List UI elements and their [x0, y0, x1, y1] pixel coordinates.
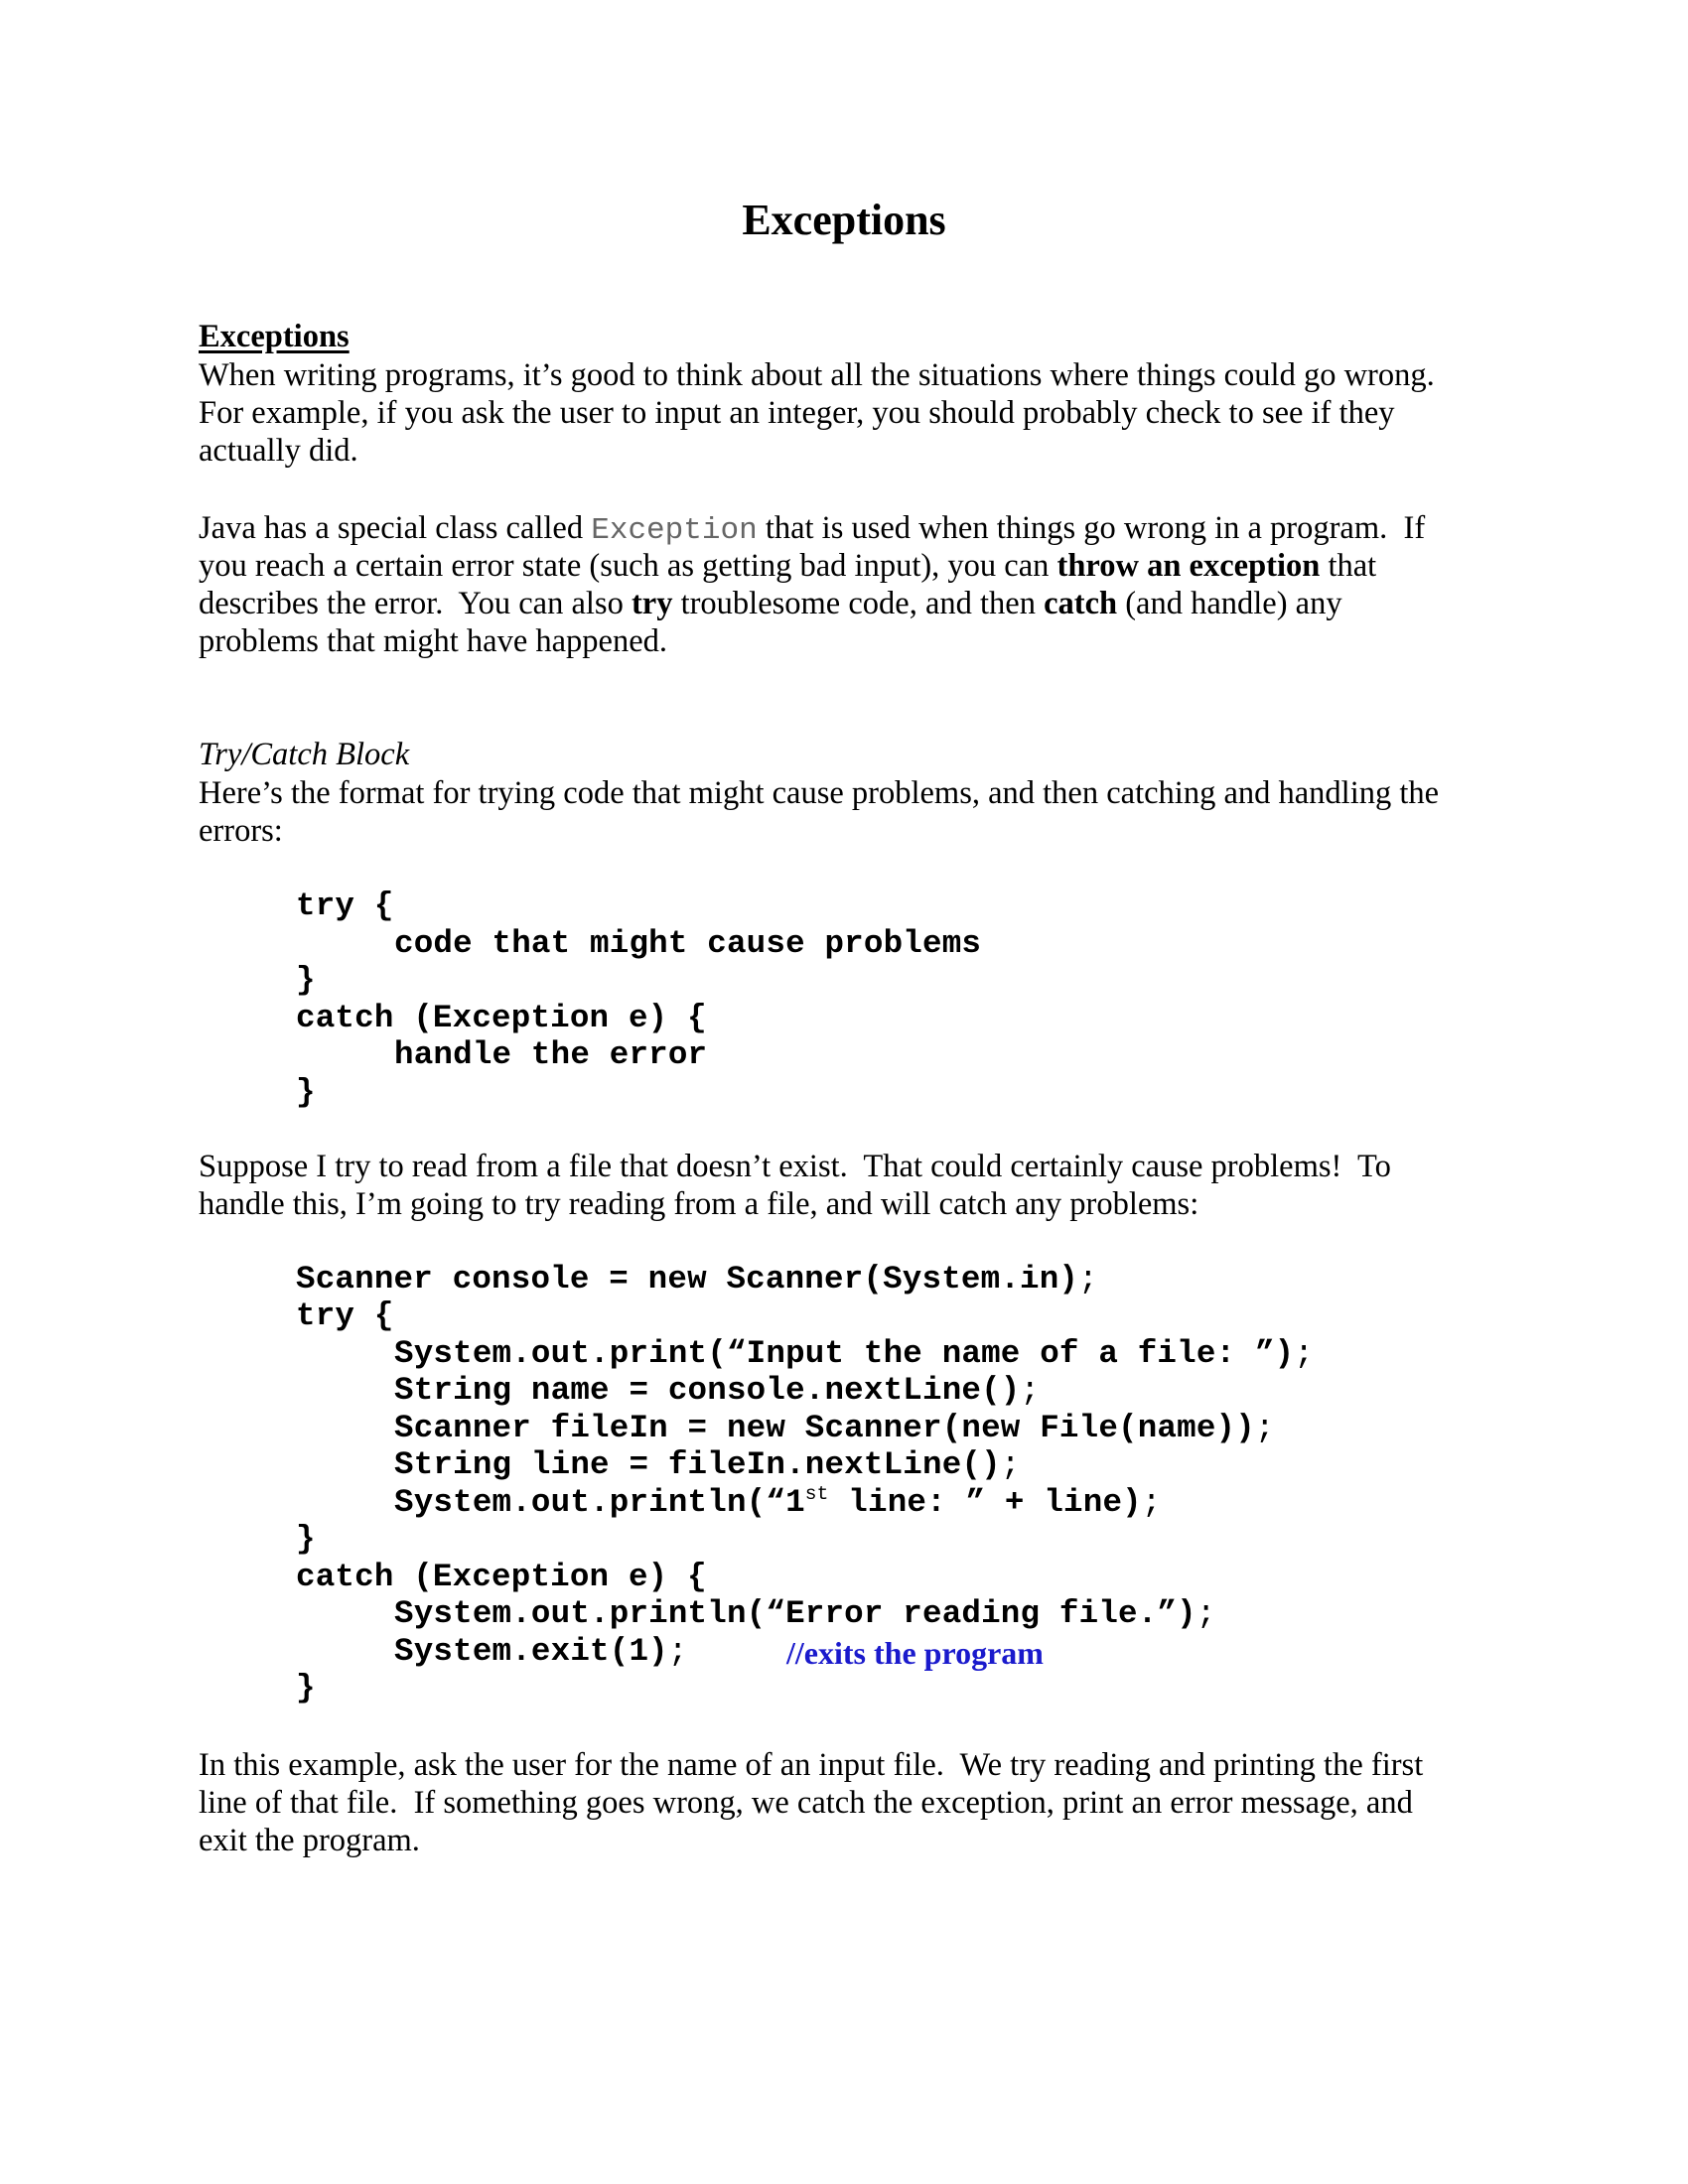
paragraph-line: errors: — [199, 813, 283, 849]
bold-term: throw an exception — [1056, 548, 1321, 584]
paragraph-line: exit the program. — [199, 1823, 420, 1858]
code-line: try { — [296, 1297, 394, 1334]
paragraph-line: Java has a special class called Exception that is used when things go wrong in a program. If — [199, 510, 1426, 548]
code-line: System.exit(1); — [394, 1633, 688, 1670]
code-line: System.out.println(“Error reading file.”); — [394, 1595, 1216, 1632]
subheading-try-catch: Try/Catch Block — [199, 737, 410, 772]
paragraph-line: Suppose I try to read from a file that doesn’t exist. That could certainly cause problems! To — [199, 1149, 1391, 1184]
paragraph-line: For example, if you ask the user to input an integer, you should probably check to see if they — [199, 395, 1395, 431]
paragraph-line: In this example, ask the user for the name of an input file. We try reading and printing the first — [199, 1747, 1424, 1783]
paragraph-line: actually did. — [199, 433, 358, 469]
code-line: handle the error — [394, 1036, 708, 1073]
code-line: System.out.print(“Input the name of a file: ”); — [394, 1335, 1315, 1372]
paragraph-line: handle this, I’m going to try reading from a file, and will catch any problems: — [199, 1186, 1199, 1222]
code-line: catch (Exception e) { — [296, 1000, 707, 1036]
code-line: Scanner console = new Scanner(System.in); — [296, 1261, 1098, 1297]
code-line: } — [296, 1670, 316, 1706]
code-line: String line = fileIn.nextLine(); — [394, 1446, 1021, 1483]
bold-term: catch — [1044, 586, 1118, 621]
code-comment: //exits the program — [786, 1635, 1044, 1671]
bold-term: try — [631, 586, 673, 621]
code-line: } — [296, 1074, 316, 1111]
superscript-st: st — [804, 1483, 829, 1506]
section-heading-exceptions: Exceptions — [199, 319, 350, 354]
code-line: try { — [296, 887, 394, 924]
code-line: catch (Exception e) { — [296, 1559, 707, 1595]
inline-code-exception: Exception — [591, 513, 758, 548]
paragraph-line: line of that file. If something goes wrong, we catch the exception, print an error message, and — [199, 1785, 1413, 1821]
code-line: code that might cause problems — [394, 925, 982, 962]
code-line: } — [296, 1521, 316, 1558]
code-line: String name = console.nextLine(); — [394, 1372, 1041, 1409]
page-title: Exceptions — [742, 196, 946, 244]
paragraph-line: describes the error. You can also try troublesome code, and then catch (and handle) any — [199, 586, 1342, 621]
code-line: Scanner fileIn = new Scanner(new File(name)); — [394, 1410, 1275, 1446]
paragraph-line: Here’s the format for trying code that might cause problems, and then catching and handling the — [199, 775, 1440, 811]
code-line: System.out.println(“1st line: ” + line); — [394, 1483, 1162, 1521]
paragraph-line: you reach a certain error state (such as getting bad input), you can throw an exception that — [199, 548, 1377, 584]
paragraph-line: When writing programs, it’s good to think about all the situations where things could go wrong. — [199, 357, 1435, 393]
code-line: } — [296, 962, 316, 999]
paragraph-line: problems that might have happened. — [199, 623, 668, 659]
